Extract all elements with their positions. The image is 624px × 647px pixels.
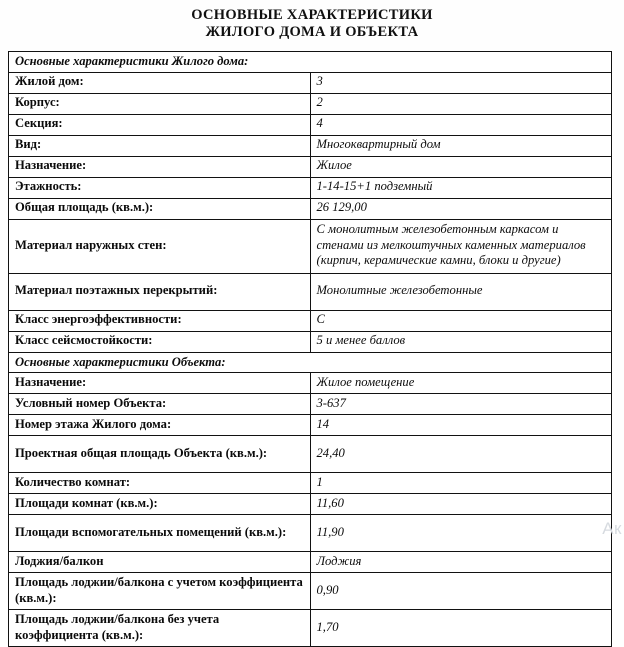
table-row-label: Класс энергоэффективности: [9,310,311,331]
table-row-value: 2 [310,93,612,114]
table-row-value: 0,90 [310,573,612,610]
table-row-label: Класс сейсмостойкости: [9,331,311,352]
table-row-value: 24,40 [310,436,612,473]
table-row-label: Площади вспомогательных помещений (кв.м.): [9,515,311,552]
specifications-table-container [8,51,612,647]
table-row [9,135,612,156]
table-row-label: Материал наружных стен: [9,219,311,273]
table-row [9,198,612,219]
table-row-value: 3-637 [310,394,612,415]
table-row [9,552,612,573]
table-row-label: Условный номер Объекта: [9,394,311,415]
table-row-value: 1-14-15+1 подземный [310,177,612,198]
page-title [0,0,624,40]
table-row-value: 3 [310,72,612,93]
table-row-label: Вид: [9,135,311,156]
table-row-label: Площади комнат (кв.м.): [9,494,311,515]
table-row-label: Площадь лоджии/балкона без учета коэффициента (кв.м.): [9,610,311,647]
specifications-table-body [9,52,612,647]
table-row [9,373,612,394]
specifications-table [8,51,612,647]
table-row-label: Номер этажа Жилого дома: [9,415,311,436]
table-row-value: 1,70 [310,610,612,647]
table-row-label: Площадь лоджии/балкона с учетом коэффициента (кв.м.): [9,573,311,610]
table-row-value: 11,60 [310,494,612,515]
table-section-header-label: Основные характеристики Объекта: [9,352,612,373]
table-row [9,156,612,177]
table-row-value: Жилое [310,156,612,177]
table-row-label: Количество комнат: [9,473,311,494]
table-row-label: Этажность: [9,177,311,198]
table-row-value: 5 и менее баллов [310,331,612,352]
table-row-value: 4 [310,114,612,135]
table-row-value: Монолитные железобетонные [310,273,612,310]
table-row-label: Корпус: [9,93,311,114]
table-section-header-row [9,52,612,73]
table-row [9,494,612,515]
table-row-value: 11,90 [310,515,612,552]
corner-watermark: Ак [602,519,622,538]
table-row [9,177,612,198]
table-row-label: Секция: [9,114,311,135]
table-section-header-row [9,352,612,373]
table-row [9,114,612,135]
table-row-label: Назначение: [9,156,311,177]
table-row [9,610,612,647]
table-row-label: Общая площадь (кв.м.): [9,198,311,219]
page-title-line-2: ЖИЛОГО ДОМА И ОБЪЕКТА [205,24,419,40]
table-row-value: 14 [310,415,612,436]
table-row [9,394,612,415]
table-row-label: Материал поэтажных перекрытий: [9,273,311,310]
table-row-value: Лоджия [310,552,612,573]
table-row-value: С [310,310,612,331]
table-row [9,436,612,473]
table-row-label: Жилой дом: [9,72,311,93]
table-row-value: 1 [310,473,612,494]
table-row-value: С монолитным железобетонным каркасом и стенами из мелкоштучных каменных материалов (кирпич, керамические камни, блоки и другие) [310,219,612,273]
page-title-line-1: ОСНОВНЫЕ ХАРАКТЕРИСТИКИ [191,7,433,23]
table-row-label: Лоджия/балкон [9,552,311,573]
table-row [9,573,612,610]
table-row-value: Многоквартирный дом [310,135,612,156]
table-section-header-label: Основные характеристики Жилого дома: [9,52,612,73]
table-row [9,93,612,114]
table-row [9,273,612,310]
table-row [9,72,612,93]
table-row [9,515,612,552]
table-row-label: Проектная общая площадь Объекта (кв.м.): [9,436,311,473]
table-row-value: Жилое помещение [310,373,612,394]
table-row [9,310,612,331]
table-row-label: Назначение: [9,373,311,394]
table-row-value: 26 129,00 [310,198,612,219]
table-row [9,473,612,494]
table-row [9,331,612,352]
table-row [9,415,612,436]
table-row [9,219,612,273]
